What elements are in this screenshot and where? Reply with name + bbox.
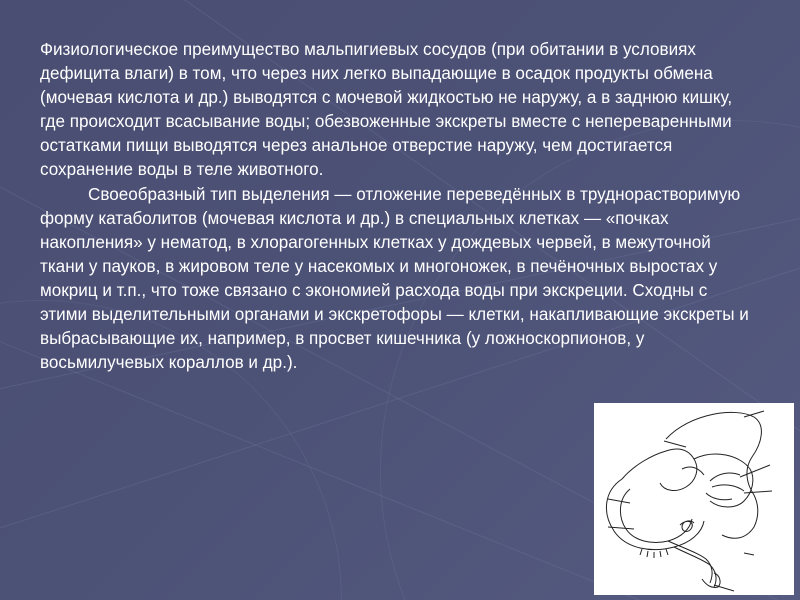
excretory-system-diagram <box>594 403 794 595</box>
tubule-fringe <box>640 549 668 558</box>
paragraph-storage-excretion: Своеобразный тип выделения — отложение переведённых в труднорастворимую форму катаболитов (мочевая кислота и др.) в специальных клетках — «почках накопления» у нематод, в хлорагогенных клетках у дождевых червей, в межуточной ткани у пауков, в жировом теле у насекомых и многоножек, в печёночных выростах у мокриц и т.п., что тоже связано с экономией расхода воды при экскреции. Сходны с этими выделительными органами и экскретофоры — клетки, накапливающие экскреты и выбрасывающие их, например, в просвет кишечника (у ложноскорпионов, у восьмилучевых кораллов и др.). <box>40 184 749 373</box>
label-leader-line <box>664 441 686 447</box>
label-leader-line <box>740 465 770 477</box>
excretory-system-drawing <box>594 403 794 595</box>
gut-loop-inner <box>620 489 692 543</box>
body-outline <box>666 412 761 538</box>
midgut-loop <box>694 454 753 507</box>
malpighian-tubule <box>682 467 704 475</box>
foregut <box>622 449 697 490</box>
malpighian-tubule <box>712 485 744 491</box>
label-leader-line <box>744 553 754 555</box>
label-leader-line <box>608 499 630 503</box>
slide-body-text <box>40 38 752 375</box>
malpighian-tubule <box>710 473 740 481</box>
label-leader-line <box>714 585 734 591</box>
label-leader-line <box>744 491 772 493</box>
malpighian-tubule <box>706 493 732 500</box>
paragraph-malpighian-advantage: Физиологическое преимущество мальпигиевых сосудов (при обитании в условиях дефицита влаги) в том, что через них легко выпадающие в осадок продукты обмена (мочевая кислота и др.) выводятся с мочевой жидкостью не наружу, а в заднюю кишку, где происходит всасывание воды; обезвоженные экскреты вместе с непереваренными остатками пищи выводятся через анальное отверстие наружу, чем достигается сохранение воды в теле животного. <box>40 40 733 180</box>
